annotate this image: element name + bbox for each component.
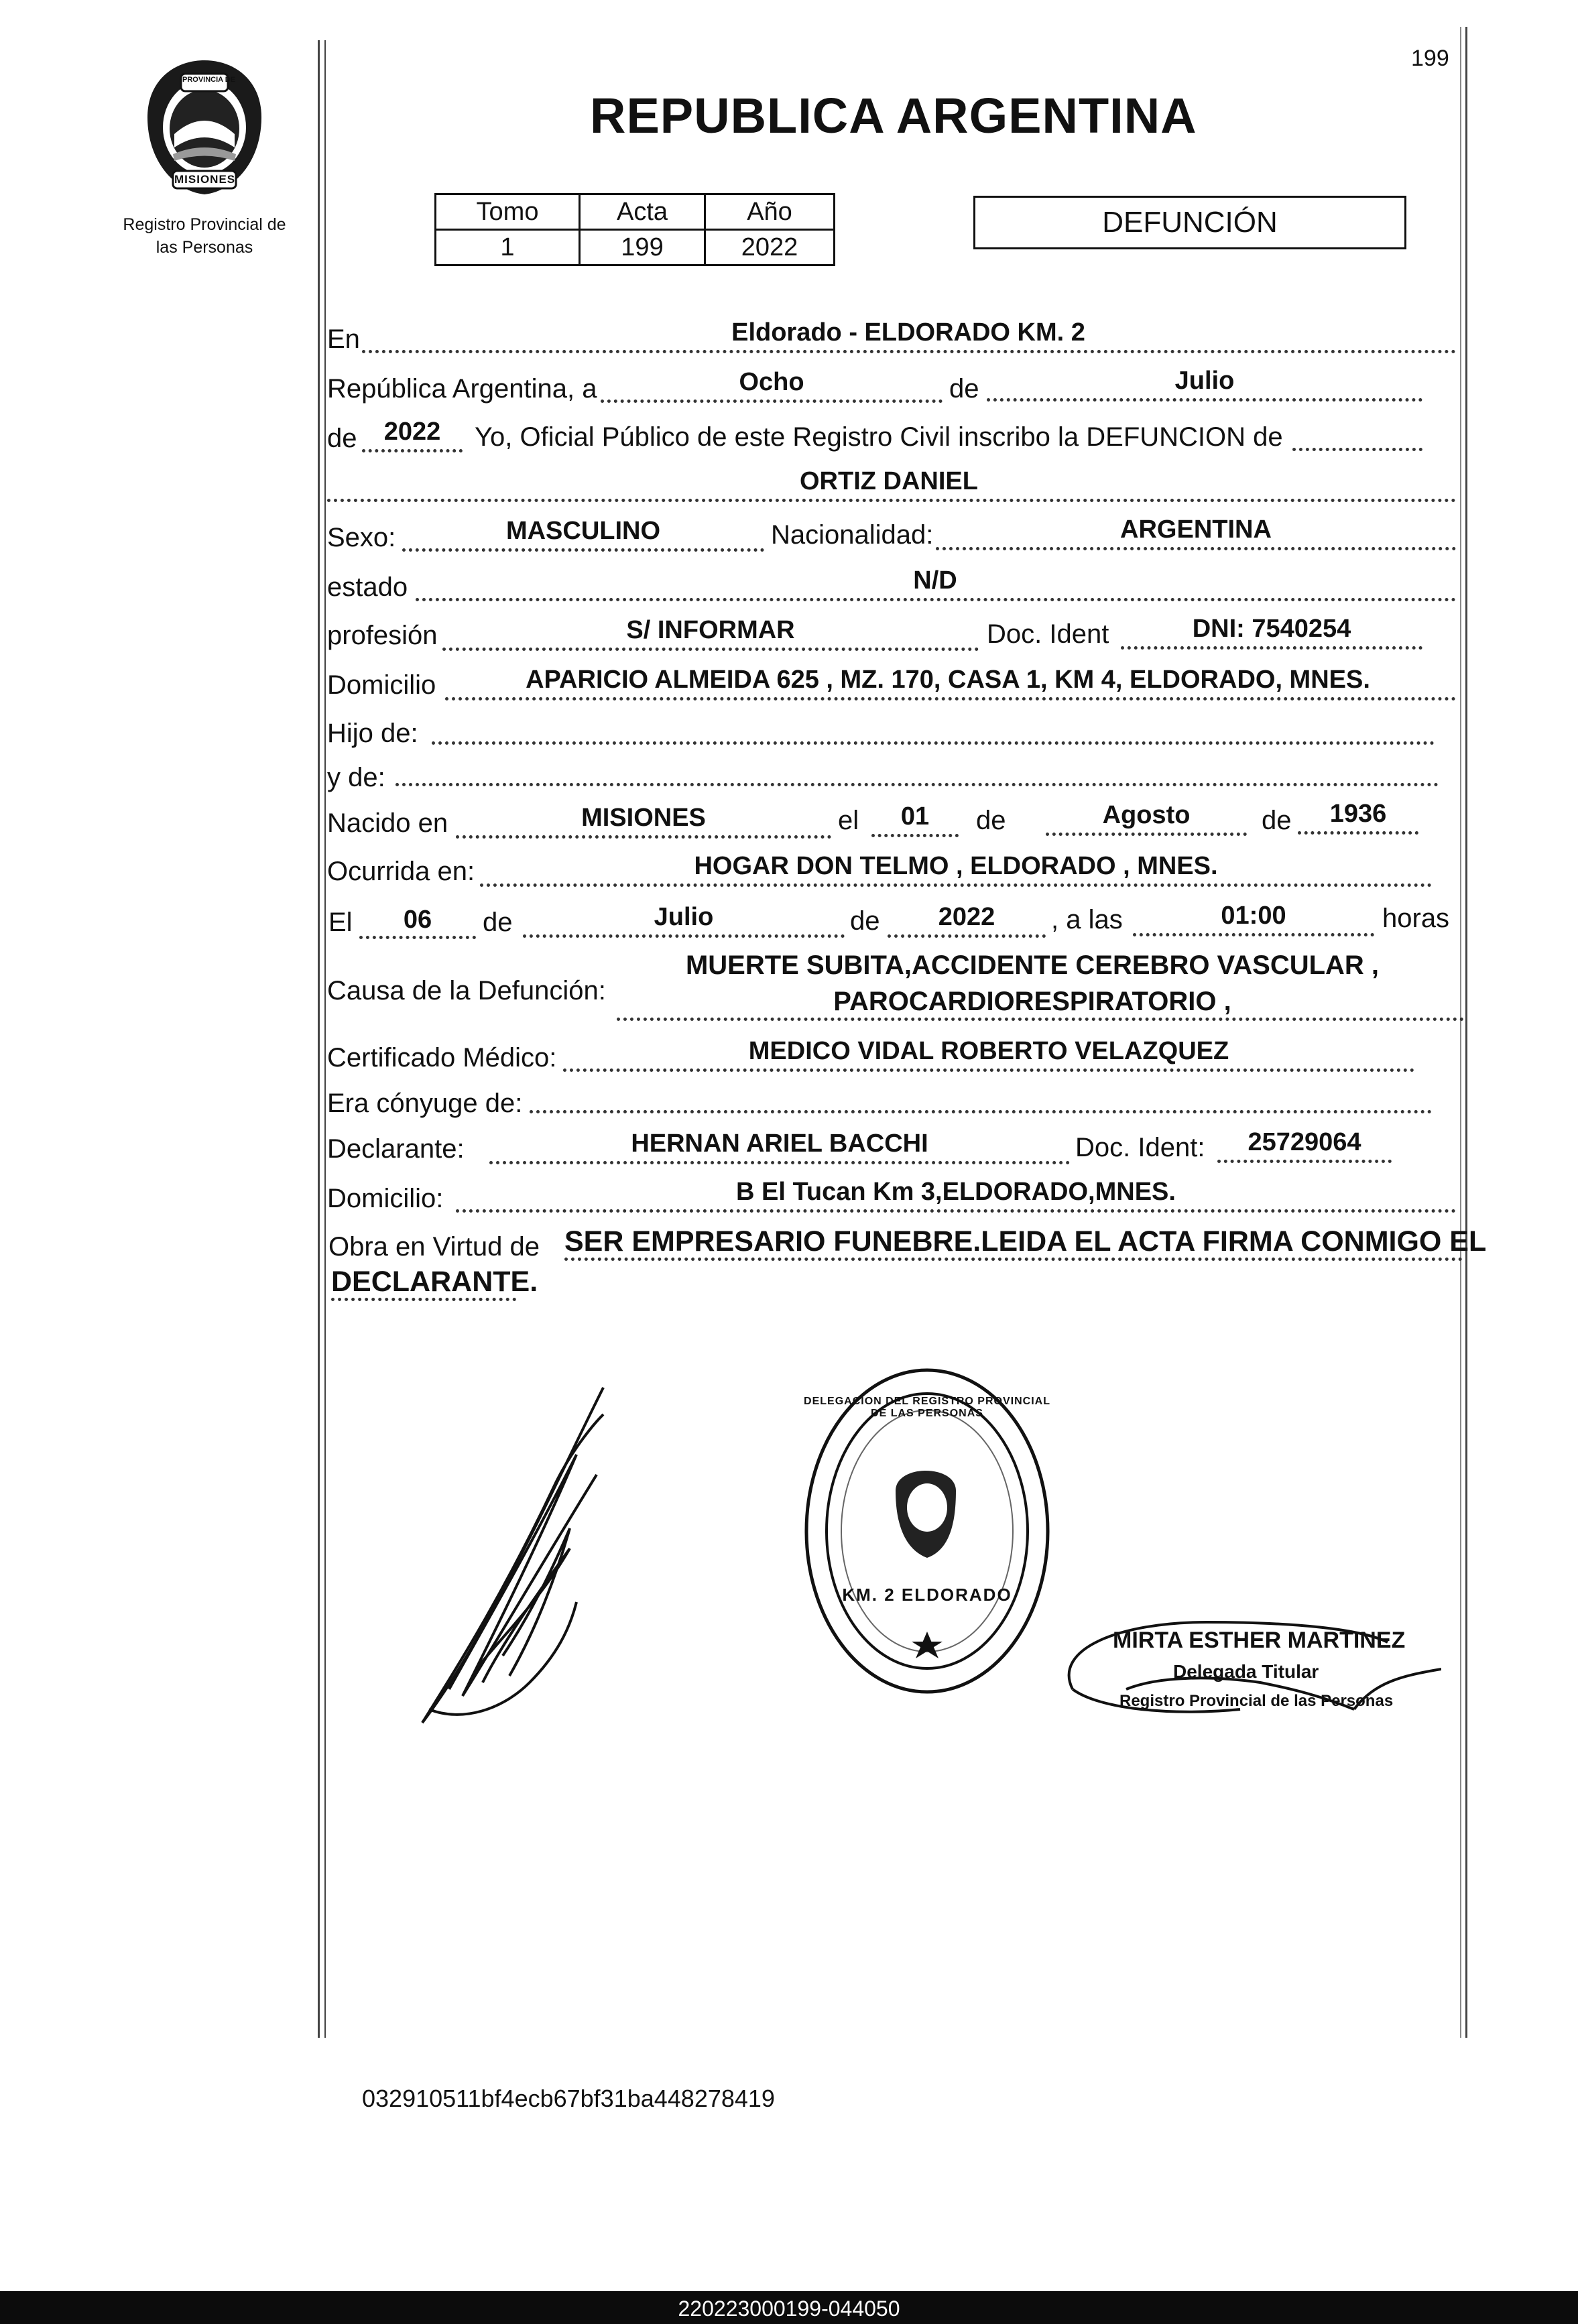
ocurrida-value: HOGAR DON TELMO , ELDORADO , MNES. — [694, 852, 1218, 880]
hijo-label: Hijo de: — [327, 719, 418, 748]
profesion-label: profesión — [327, 621, 438, 650]
birth-month-underline — [1046, 833, 1247, 836]
certificado-underline — [563, 1068, 1414, 1072]
birth-day-value: 01 — [900, 802, 930, 831]
month-underline — [987, 398, 1422, 402]
de-b2-label: de — [1262, 806, 1292, 835]
left-margin-line — [318, 40, 320, 2038]
birth-day-underline — [871, 834, 959, 837]
day-words-value: Ocho — [739, 368, 804, 396]
nacido-en-underline — [456, 835, 831, 839]
seal-inner-text: KM. 2 ELDORADO — [842, 1585, 1012, 1605]
declarante-underline — [489, 1161, 1070, 1164]
declarante-label: Declarante: — [327, 1134, 465, 1164]
domicilio2-label: Domicilio: — [327, 1184, 444, 1213]
header-acta: Acta — [580, 194, 705, 230]
declarante-value: HERNAN ARIEL BACCHI — [631, 1129, 928, 1158]
ocurrida-label: Ocurrida en: — [327, 857, 475, 886]
domicilio2-value: B El Tucan Km 3,ELDORADO,MNES. — [736, 1178, 1176, 1206]
estado-underline — [416, 598, 1456, 601]
conyuge-label: Era cónyuge de: — [327, 1089, 523, 1118]
el-label: el — [838, 806, 859, 835]
provincia-misiones-logo — [134, 54, 275, 201]
death-year-underline — [888, 934, 1046, 938]
sexo-value: MASCULINO — [505, 517, 661, 545]
ocurrida-underline — [480, 883, 1432, 887]
domicilio-label: Domicilio — [327, 670, 436, 700]
right-margin-line-outer — [1465, 27, 1467, 2038]
de-b1-label: de — [976, 806, 1006, 835]
left-margin-line-inner — [324, 40, 326, 2038]
statement-text: Yo, Oficial Público de este Registro Civil inscribo la DEFUNCION de — [475, 422, 1283, 452]
obra-line-1-value: SER EMPRESARIO FUNEBRE.LEIDA EL ACTA FIRMA CONMIGO EL — [564, 1225, 1487, 1258]
nacionalidad-value: ARGENTINA — [1120, 515, 1272, 544]
header-anio: Año — [705, 194, 835, 230]
nacido-en-value: MISIONES — [581, 804, 706, 832]
official-role: Delegada Titular — [1173, 1661, 1319, 1682]
de-d2-label: de — [850, 906, 880, 936]
record-id-header-row — [436, 194, 835, 230]
nacido-label: Nacido en — [327, 808, 448, 838]
day-words-underline — [601, 400, 943, 403]
seal-outer-text: DELEGACION DEL REGISTRO PROVINCIAL DE LAS PERSONAS — [804, 1396, 1050, 1419]
record-id-value-row — [436, 230, 835, 265]
scan-code: 220223000199-044050 — [678, 2297, 900, 2321]
value-tomo: 1 — [436, 230, 580, 265]
death-time-value: 01:00 — [1221, 902, 1286, 930]
birth-year-value: 1936 — [1329, 800, 1387, 828]
statement-underline — [1292, 448, 1422, 451]
conyuge-underline — [530, 1110, 1432, 1113]
page-title: REPUBLICA ARGENTINA — [590, 88, 1197, 143]
yde-label: y de: — [327, 763, 385, 792]
de-label-1: de — [949, 374, 979, 404]
de-label-2: de — [327, 424, 357, 453]
death-time-underline — [1133, 933, 1374, 936]
domicilio-value: APARICIO ALMEIDA 625 , MZ. 170, CASA 1, KM 4, ELDORADO, MNES. — [526, 666, 1370, 694]
doc-ident2-underline — [1217, 1160, 1392, 1163]
causa-line-2-value: PAROCARDIORESPIRATORIO , — [833, 987, 1231, 1016]
doc-ident-label: Doc. Ident — [987, 619, 1109, 649]
horas-label: horas — [1382, 904, 1450, 933]
birth-month-value: Agosto — [1102, 801, 1191, 829]
certificado-label: Certificado Médico: — [327, 1043, 557, 1073]
alas-label: , a las — [1051, 905, 1123, 934]
document-hash: 032910511bf4ecb67bf31ba448278419 — [362, 2085, 775, 2112]
registry-line-2: las Personas — [156, 238, 253, 257]
logo-text-top: PROVINCIA DE — [182, 76, 236, 84]
declarant-signature — [402, 1374, 630, 1750]
logo-text-bottom: MISIONES — [174, 173, 236, 186]
doc-ident-value: DNI: 7540254 — [1192, 615, 1351, 643]
doc-ident2-value: 25729064 — [1248, 1128, 1361, 1156]
en-label: En — [327, 324, 360, 354]
deceased-name-underline — [327, 499, 1456, 502]
death-day-value: 06 — [403, 906, 432, 934]
official-name: MIRTA ESTHER MARTINEZ — [1113, 1628, 1406, 1653]
hijo-underline — [432, 741, 1435, 745]
right-margin-line — [1460, 27, 1461, 2038]
doc-ident2-label: Doc. Ident: — [1075, 1133, 1205, 1162]
deceased-name-value: ORTIZ DANIEL — [800, 467, 978, 495]
de-d1-label: de — [483, 908, 513, 937]
el2-label: El — [328, 908, 353, 937]
death-year-value: 2022 — [938, 903, 995, 931]
sexo-label: Sexo: — [327, 523, 396, 552]
month-value: Julio — [1174, 367, 1235, 395]
yde-underline — [396, 783, 1439, 786]
profesion-value: S/ INFORMAR — [626, 616, 795, 644]
estado-label: estado — [327, 572, 408, 602]
registry-line-1: Registro Provincial de — [123, 215, 286, 234]
birth-year-underline — [1298, 831, 1418, 835]
place-underline — [362, 350, 1456, 353]
page-number: 199 — [1411, 46, 1449, 71]
death-month-underline — [523, 934, 845, 938]
record-id-table — [434, 193, 835, 266]
value-anio: 2022 — [705, 230, 835, 265]
place-value: Eldorado - ELDORADO KM. 2 — [731, 318, 1085, 347]
certificado-value: MEDICO VIDAL ROBERTO VELAZQUEZ — [748, 1037, 1229, 1065]
official-org: Registro Provincial de las Personas — [1119, 1692, 1394, 1710]
obra-line-1-underline — [564, 1258, 1463, 1261]
domicilio-underline — [445, 697, 1456, 700]
obra-label: Obra en Virtud de — [328, 1232, 540, 1262]
sexo-underline — [402, 548, 764, 552]
official-signature — [1039, 1609, 1441, 1729]
estado-value: N/D — [913, 566, 957, 595]
domicilio2-underline — [456, 1209, 1456, 1213]
year-underline — [362, 449, 463, 452]
document-type-box: DEFUNCIÓN — [973, 196, 1406, 249]
year-value: 2022 — [383, 418, 441, 446]
registry-name — [87, 213, 322, 259]
death-month-value: Julio — [654, 903, 714, 931]
causa-line-1-value: MUERTE SUBITA,ACCIDENTE CEREBRO VASCULAR , — [685, 951, 1380, 980]
causa-underline — [617, 1018, 1464, 1021]
value-acta: 199 — [580, 230, 705, 265]
registry-seal — [802, 1363, 1052, 1699]
republica-label: República Argentina, a — [327, 374, 597, 404]
obra-line-2-value: DECLARANTE. — [331, 1266, 538, 1298]
causa-label: Causa de la Defunción: — [327, 976, 606, 1005]
doc-ident-underline — [1121, 646, 1422, 650]
profesion-underline — [442, 648, 979, 651]
nacionalidad-underline — [936, 547, 1456, 550]
obra-line-2-underline — [331, 1298, 516, 1301]
death-day-underline — [359, 936, 476, 939]
nacionalidad-label: Nacionalidad: — [771, 520, 934, 550]
header-tomo: Tomo — [436, 194, 580, 230]
